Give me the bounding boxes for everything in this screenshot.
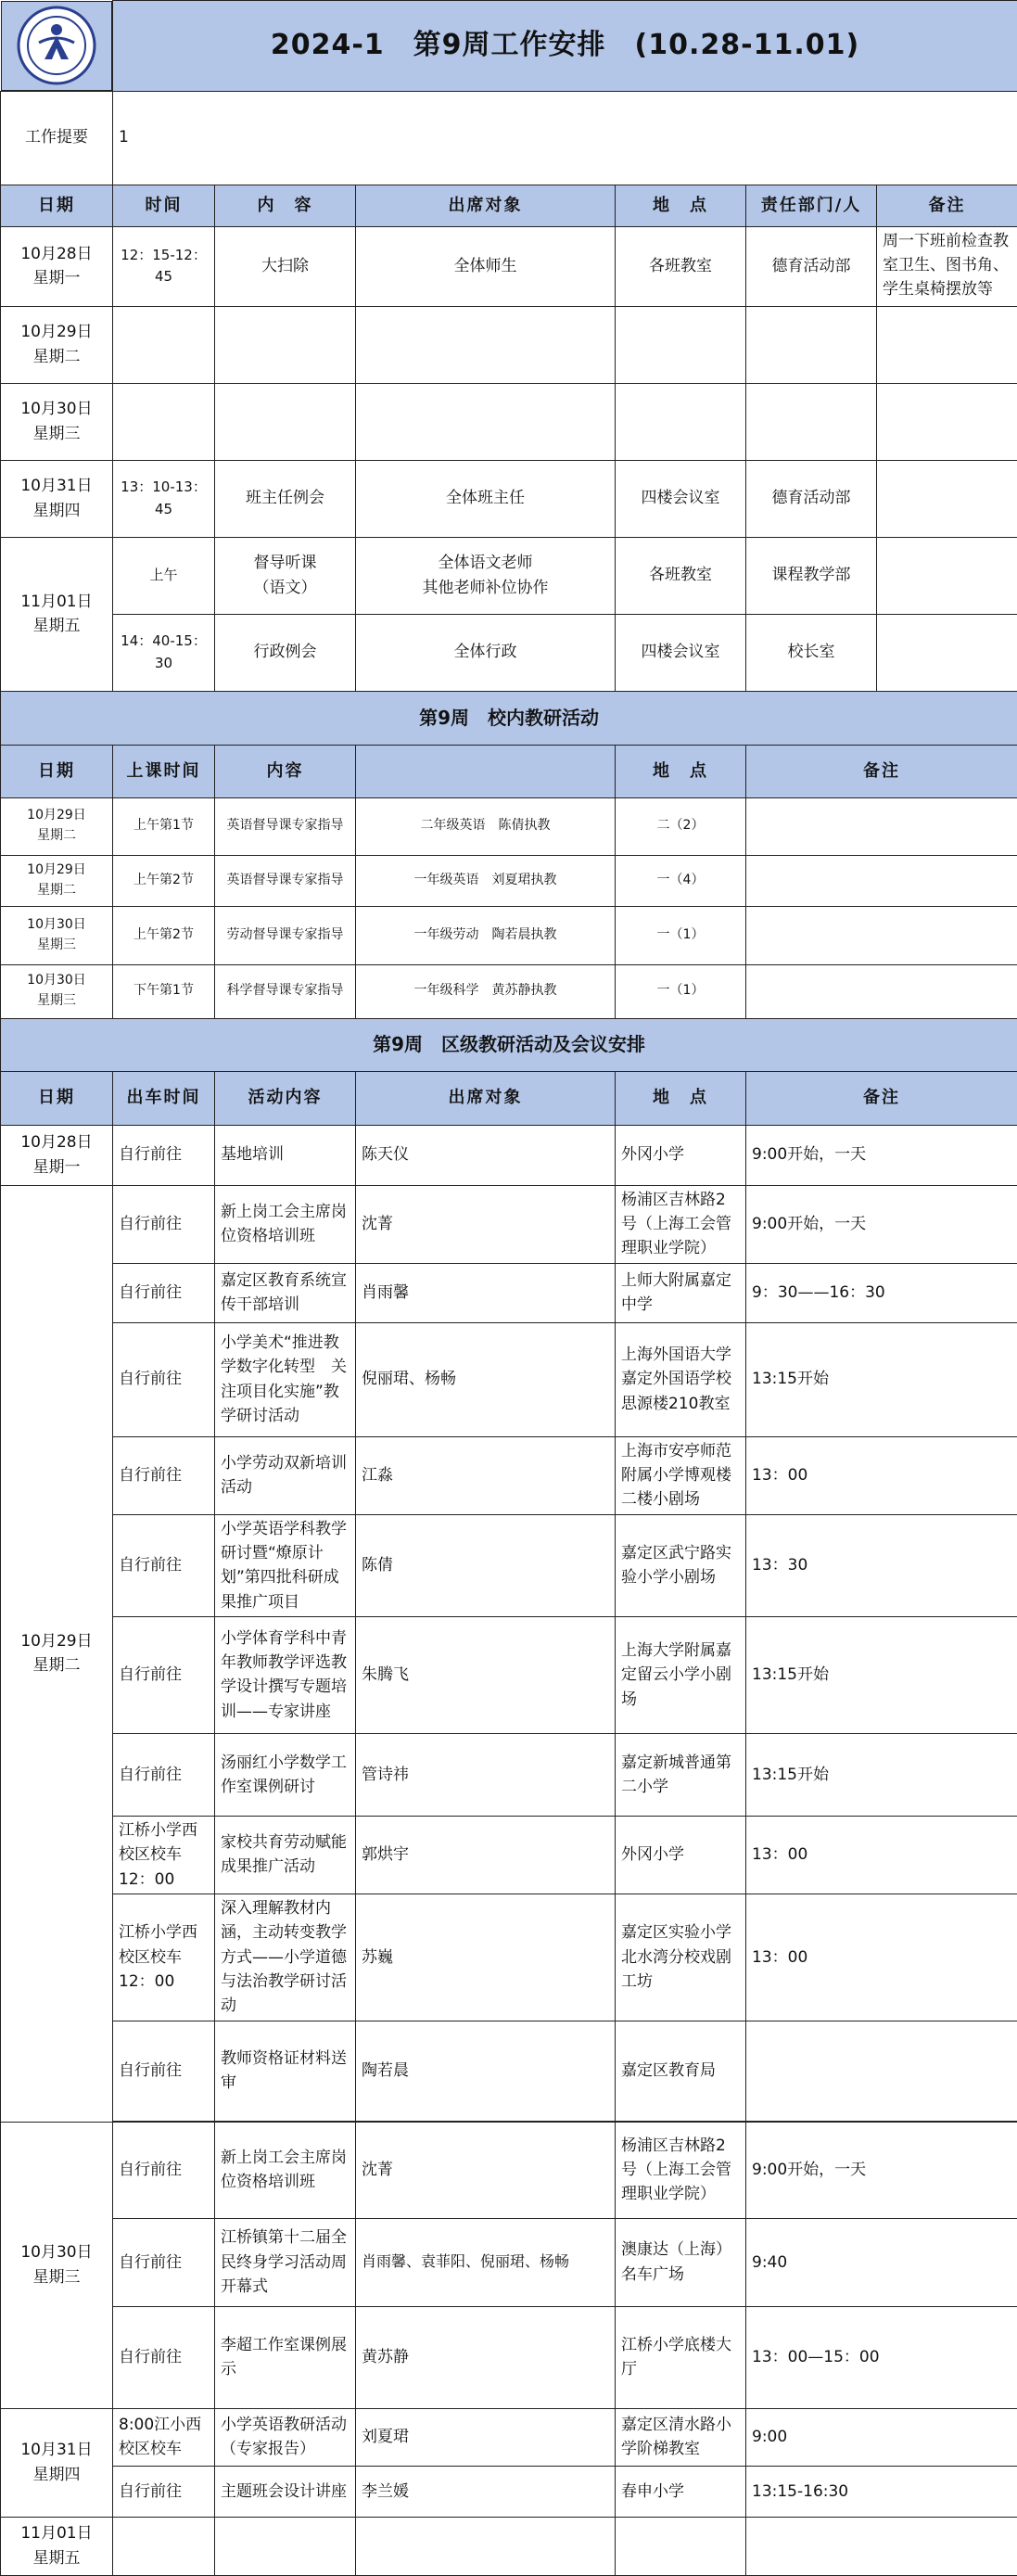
table-row [1, 537, 1017, 614]
place-cell: 嘉定区武宁路实验小学小剧场 [616, 1514, 746, 1616]
table-row [1, 1125, 1017, 1185]
col-note: 备注 [746, 745, 1017, 797]
section-band [1, 1018, 1017, 1071]
time-cell: 上午第1节 [113, 797, 215, 855]
table-row [1, 1263, 1017, 1322]
note-cell: 13：30 [746, 1514, 1017, 1616]
note-cell [746, 797, 1017, 855]
attendees-cell: 一年级科学 黄苏静执教 [356, 964, 616, 1018]
table-row [1, 797, 1017, 855]
content-cell: 大扫除 [215, 226, 356, 306]
time-cell: 上午第2节 [113, 906, 215, 964]
activity-cell: 教师资格证材料送审 [215, 2021, 356, 2121]
date-cell: 11月01日 星期五 [1, 2517, 113, 2575]
place-cell: 上海市安亭师范附属小学博观楼二楼小剧场 [616, 1436, 746, 1514]
place-cell: 上师大附属嘉定中学 [616, 1263, 746, 1322]
place-cell: 一（1） [616, 964, 746, 1018]
depart-cell: 自行前往 [113, 1616, 215, 1733]
section-band [1, 691, 1017, 745]
attendees-cell: 沈菁 [356, 2122, 616, 2218]
content-cell: 督导听课 （语文） [215, 537, 356, 614]
weekly-header-row [1, 185, 1017, 226]
place-cell: 二（2） [616, 797, 746, 855]
attendees-cell: 全体语文老师 其他老师补位协作 [356, 537, 616, 614]
note-cell: 9:00开始，一天 [746, 1125, 1017, 1185]
col-place: 地 点 [616, 745, 746, 797]
date-cell: 10月28日 星期一 [1, 226, 113, 306]
table-row [1, 1616, 1017, 1733]
place-cell: 外冈小学 [616, 1125, 746, 1185]
time-cell: 12：15-12：45 [113, 226, 215, 306]
place-cell: 四楼会议室 [616, 614, 746, 691]
table-row [1, 2466, 1017, 2517]
table-row [1, 1436, 1017, 1514]
place-cell: 嘉定区实验小学北水湾分校戏剧工坊 [616, 1894, 746, 2021]
date-cell: 10月31日 星期四 [1, 2408, 113, 2517]
activity-cell: 主题班会设计讲座 [215, 2466, 356, 2517]
depart-cell: 自行前往 [113, 2122, 215, 2218]
content-cell: 英语督导课专家指导 [215, 855, 356, 906]
dept-cell: 校长室 [746, 614, 877, 691]
date-cell: 10月28日 星期一 [1, 1125, 113, 1185]
col-date: 日期 [1, 185, 113, 226]
activity-cell: 小学美术“推进教学数字化转型 关注项目化实施”教学研讨活动 [215, 1322, 356, 1436]
col-content: 内容 [215, 745, 356, 797]
activity-cell: 基地培训 [215, 1125, 356, 1185]
note-cell [877, 614, 1017, 691]
attendees-cell: 全体师生 [356, 226, 616, 306]
table-row [1, 1894, 1017, 2021]
col-depart: 出车时间 [113, 1071, 215, 1125]
depart-cell: 江桥小学西校区校车12：00 [113, 1894, 215, 2021]
col-time: 时间 [113, 185, 215, 226]
note-cell: 9:00开始，一天 [746, 1185, 1017, 1263]
title-row [1, 1, 1017, 92]
place-cell: 春申小学 [616, 2466, 746, 2517]
attendees-cell: 江淼 [356, 1436, 616, 1514]
date-cell: 10月29日 星期二 [1, 855, 113, 906]
date-cell: 10月31日 星期四 [1, 460, 113, 537]
activity-cell: 深入理解教材内涵，主动转变教学方式——小学道德与法治教学研讨活动 [215, 1894, 356, 2021]
activity-cell: 小学英语学科教学研讨暨“燎原计划”第四批科研成果推广项目 [215, 1514, 356, 1616]
summary-row [1, 91, 1017, 185]
content-cell: 行政例会 [215, 614, 356, 691]
place-cell: 澳康达（上海）名车广场 [616, 2218, 746, 2306]
content-cell: 劳动督导课专家指导 [215, 906, 356, 964]
table-row [1, 1816, 1017, 1894]
col-activity: 活动内容 [215, 1071, 356, 1125]
place-cell: 一（1） [616, 906, 746, 964]
place-cell: 外冈小学 [616, 1816, 746, 1894]
table-row [1, 226, 1017, 306]
table-row [1, 614, 1017, 691]
table-row [1, 1514, 1017, 1616]
table-row [1, 906, 1017, 964]
date-cell: 10月30日 星期三 [1, 2122, 113, 2408]
place-cell: 上海外国语大学嘉定外国语学校思源楼210教室 [616, 1322, 746, 1436]
attendees-cell: 二年级英语 陈倩执教 [356, 797, 616, 855]
col-date: 日期 [1, 745, 113, 797]
attendees-cell: 全体班主任 [356, 460, 616, 537]
depart-cell: 自行前往 [113, 1125, 215, 1185]
note-cell: 13:15开始 [746, 1733, 1017, 1816]
activity-cell: 汤丽红小学数学工作室课例研讨 [215, 1733, 356, 1816]
table-row [1, 2122, 1017, 2218]
date-cell: 10月30日 星期三 [1, 964, 113, 1018]
date-cell: 10月29日 星期二 [1, 306, 113, 383]
depart-cell: 江桥小学西校区校车12：00 [113, 1816, 215, 1894]
col-attendees: 出席对象 [356, 185, 616, 226]
place-cell: 一（4） [616, 855, 746, 906]
summary-label: 工作提要 [1, 91, 113, 185]
note-cell: 13:15开始 [746, 1616, 1017, 1733]
col-note: 备注 [746, 1071, 1017, 1125]
note-cell: 13：00 [746, 1816, 1017, 1894]
summary-value: 1 [113, 91, 1017, 185]
page-title: 2024-1 第9周工作安排 (10.28-11.01) [113, 1, 1017, 92]
dept-cell: 课程教学部 [746, 537, 877, 614]
place-cell: 江桥小学底楼大厅 [616, 2306, 746, 2408]
dept-cell: 德育活动部 [746, 226, 877, 306]
table-row [1, 2306, 1017, 2408]
note-cell: 9:40 [746, 2218, 1017, 2306]
table-row [1, 2218, 1017, 2306]
depart-cell: 自行前往 [113, 1185, 215, 1263]
note-cell: 13：00 [746, 1436, 1017, 1514]
depart-cell: 8:00江小西校区校车 [113, 2408, 215, 2466]
attendees-cell: 李兰媛 [356, 2466, 616, 2517]
table-row [1, 2021, 1017, 2121]
section-title: 第9周 校内教研活动 [1, 691, 1017, 745]
content-cell: 科学督导课专家指导 [215, 964, 356, 1018]
col-blank [356, 745, 616, 797]
date-cell: 10月30日 星期三 [1, 906, 113, 964]
place-cell: 杨浦区吉林路2号（上海工会管理职业学院） [616, 1185, 746, 1263]
activity-cell: 李超工作室课例展示 [215, 2306, 356, 2408]
note-cell: 13：00—15：00 [746, 2306, 1017, 2408]
attendees-cell: 沈菁 [356, 1185, 616, 1263]
activity-cell: 家校共育劳动赋能 成果推广活动 [215, 1816, 356, 1894]
time-cell: 下午第1节 [113, 964, 215, 1018]
note-cell: 9:00开始，一天 [746, 2122, 1017, 2218]
depart-cell: 自行前往 [113, 1322, 215, 1436]
note-cell: 9:00 [746, 2408, 1017, 2466]
attendees-cell: 肖雨馨、袁菲阳、倪丽珺、杨畅 [356, 2218, 616, 2306]
note-cell [746, 906, 1017, 964]
table-row [1, 2517, 1017, 2575]
dept-cell: 德育活动部 [746, 460, 877, 537]
note-cell [877, 460, 1017, 537]
attendees-cell: 陶若晨 [356, 2021, 616, 2121]
attendees-cell: 陈天仪 [356, 1125, 616, 1185]
attendees-cell: 刘夏珺 [356, 2408, 616, 2466]
col-place: 地 点 [616, 1071, 746, 1125]
depart-cell: 自行前往 [113, 2466, 215, 2517]
depart-cell: 自行前往 [113, 1436, 215, 1514]
note-cell: 13:15开始 [746, 1322, 1017, 1436]
note-cell: 13:15-16:30 [746, 2466, 1017, 2517]
depart-cell: 自行前往 [113, 1263, 215, 1322]
note-text: 周一下班前检查教室卫生、图书角、学生桌椅摆放等 [883, 229, 1011, 302]
attendees-cell: 一年级劳动 陶若晨执教 [356, 906, 616, 964]
time-cell: 14：40-15：30 [113, 614, 215, 691]
table-row [1, 1185, 1017, 1263]
table-row [1, 460, 1017, 537]
table-row [1, 2408, 1017, 2466]
place-cell: 嘉定区清水路小学阶梯教室 [616, 2408, 746, 2466]
note-cell [746, 855, 1017, 906]
table-row [1, 1322, 1017, 1436]
note-cell: 9：30——16：30 [746, 1263, 1017, 1322]
attendees-cell: 郭烘宇 [356, 1816, 616, 1894]
section-title: 第9周 区级教研活动及会议安排 [1, 1018, 1017, 1071]
col-attendees: 出席对象 [356, 1071, 616, 1125]
depart-cell: 自行前往 [113, 2218, 215, 2306]
table-row [1, 1733, 1017, 1816]
date-cell: 11月01日 星期五 [1, 537, 113, 691]
research-header-row [1, 745, 1017, 797]
attendees-cell: 管诗祎 [356, 1733, 616, 1816]
col-time: 上课时间 [113, 745, 215, 797]
activity-cell: 新上岗工会主席岗位资格培训班 [215, 2122, 356, 2218]
place-cell: 各班教室 [616, 537, 746, 614]
col-date: 日期 [1, 1071, 113, 1125]
depart-cell: 自行前往 [113, 2306, 215, 2408]
place-cell: 嘉定新城普通第二小学 [616, 1733, 746, 1816]
note-cell [746, 964, 1017, 1018]
attendees-cell: 肖雨馨 [356, 1263, 616, 1322]
place-cell: 嘉定区教育局 [616, 2021, 746, 2121]
activity-cell: 嘉定区教育系统宣传干部培训 [215, 1263, 356, 1322]
date-cell: 10月29日 星期二 [1, 1185, 113, 2122]
place-cell: 杨浦区吉林路2号（上海工会管理职业学院） [616, 2122, 746, 2218]
attendees-cell: 苏巍 [356, 1894, 616, 2021]
table-row [1, 855, 1017, 906]
date-cell: 10月29日 星期二 [1, 797, 113, 855]
content-cell: 英语督导课专家指导 [215, 797, 356, 855]
activity-cell: 江桥镇第十二届全民终身学习活动周开幕式 [215, 2218, 356, 2306]
note-cell [877, 226, 1017, 306]
place-cell: 四楼会议室 [616, 460, 746, 537]
col-dept: 责任部门/人 [746, 185, 877, 226]
activity-cell: 小学英语教研活动（专家报告） [215, 2408, 356, 2466]
table-row [1, 306, 1017, 383]
activity-cell: 小学体育学科中青年教师教学评选教学设计撰写专题培训——专家讲座 [215, 1616, 356, 1733]
attendees-cell: 一年级英语 刘夏珺执教 [356, 855, 616, 906]
time-cell: 上午第2节 [113, 855, 215, 906]
district-header-row [1, 1071, 1017, 1125]
logo-cell [1, 1, 113, 91]
table-row [1, 383, 1017, 460]
note-cell: 13：00 [746, 1894, 1017, 2021]
col-content: 内 容 [215, 185, 356, 226]
attendees-cell: 陈倩 [356, 1514, 616, 1616]
time-cell: 13：10-13：45 [113, 460, 215, 537]
activity-cell: 新上岗工会主席岗位资格培训班 [215, 1185, 356, 1263]
table-row [1, 964, 1017, 1018]
content-cell: 班主任例会 [215, 460, 356, 537]
place-cell: 上海大学附属嘉定留云小学小剧场 [616, 1616, 746, 1733]
col-place: 地 点 [616, 185, 746, 226]
date-cell: 10月30日 星期三 [1, 383, 113, 460]
depart-cell: 自行前往 [113, 2021, 215, 2121]
depart-cell: 自行前往 [113, 1514, 215, 1616]
time-cell: 上午 [113, 537, 215, 614]
school-emblem-icon [17, 6, 96, 85]
attendees-cell: 黄苏静 [356, 2306, 616, 2408]
depart-cell: 自行前往 [113, 1733, 215, 1816]
attendees-cell: 全体行政 [356, 614, 616, 691]
note-cell [877, 537, 1017, 614]
attendees-cell: 倪丽珺、杨畅 [356, 1322, 616, 1436]
place-cell: 各班教室 [616, 226, 746, 306]
attendees-cell: 朱腾飞 [356, 1616, 616, 1733]
col-note: 备注 [877, 185, 1017, 226]
activity-cell: 小学劳动双新培训活动 [215, 1436, 356, 1514]
note-cell [746, 2021, 1017, 2121]
